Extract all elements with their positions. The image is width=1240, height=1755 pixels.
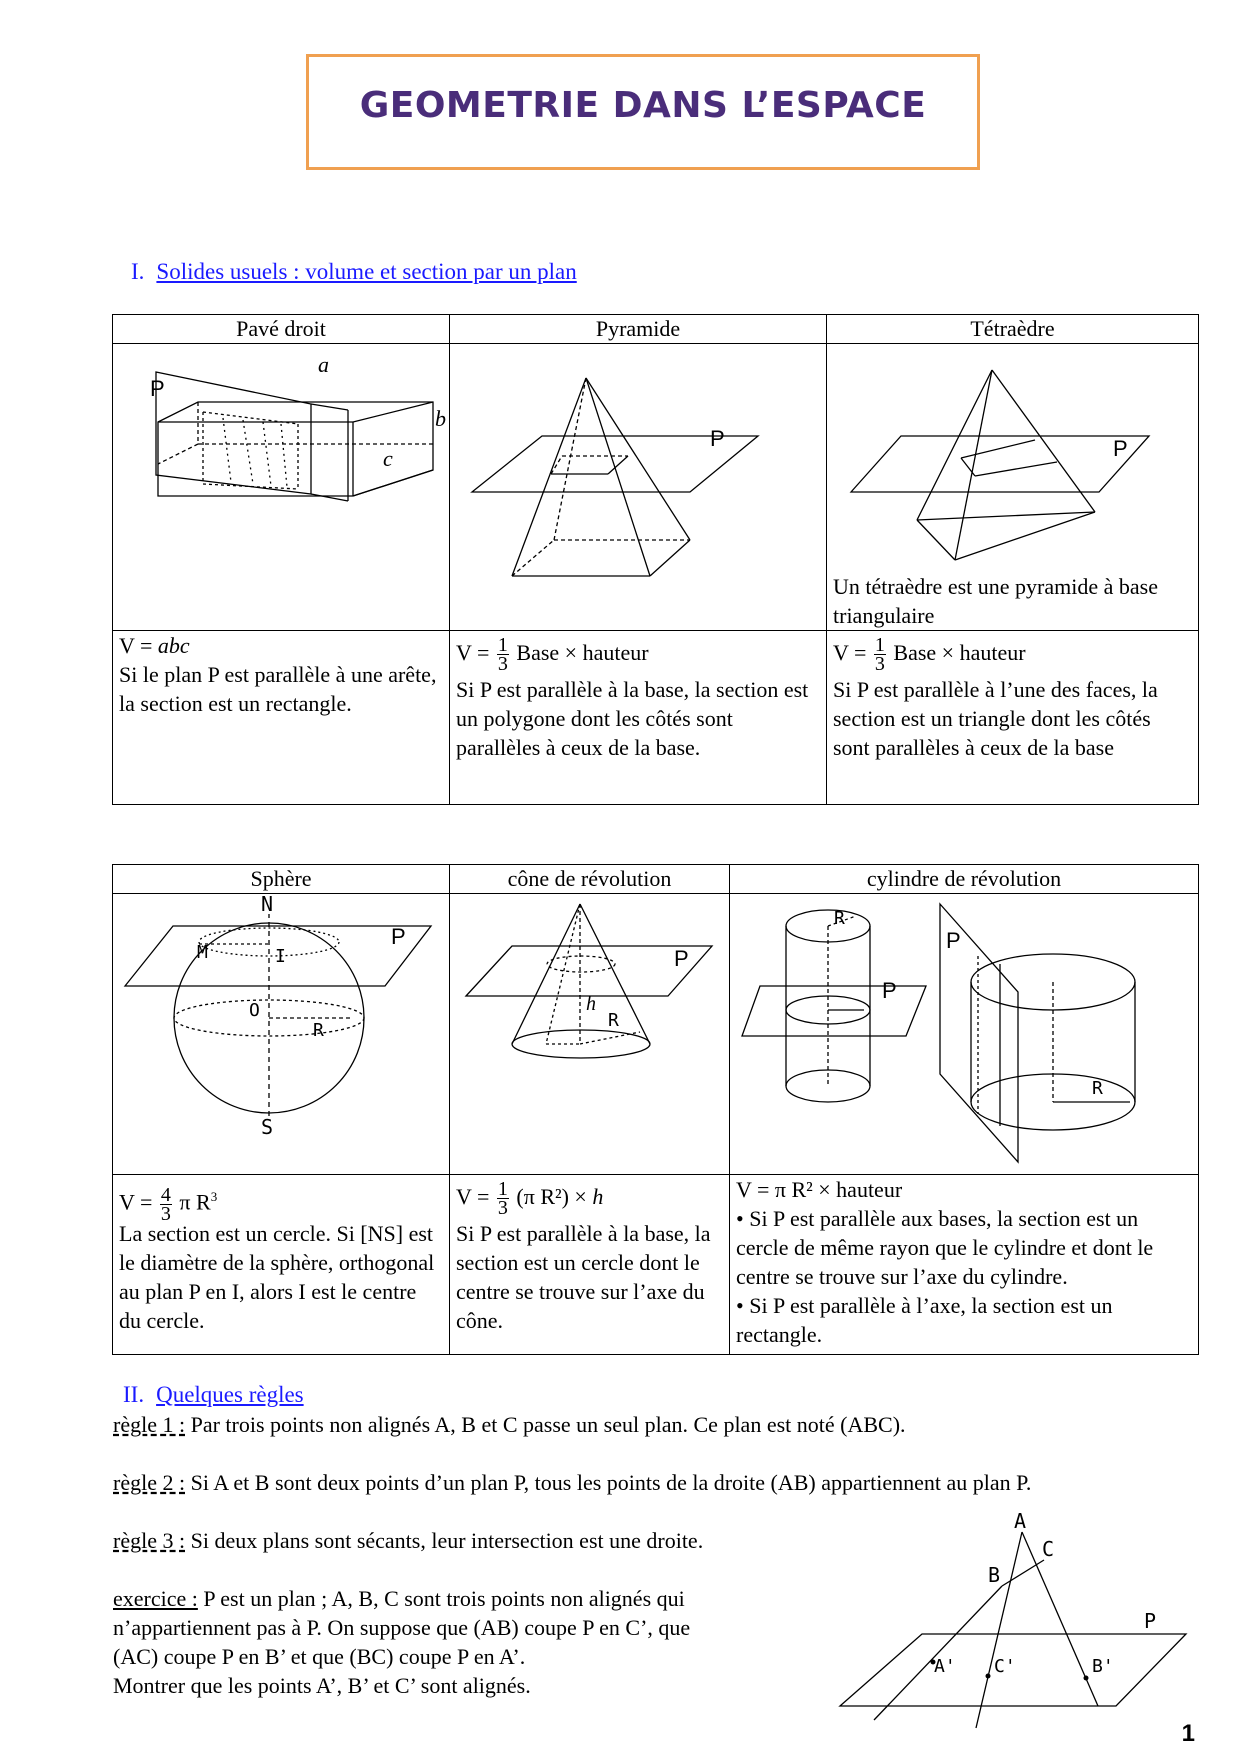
pyramide-text: Si P est parallèle à la base, la section est un polygone dont les côtés sont parallèles à ceux de la base. — [456, 677, 809, 760]
frac-num: 1 — [497, 1178, 508, 1201]
sphere-text: La section est un cercle. Si [NS] est le diamètre de la sphère, orthogonal au plan P en I, alors I est le centre du cercle. — [119, 1221, 435, 1333]
fig-cell-pave — [113, 344, 450, 631]
exercice-line-4: Montrer que les points A’, B’ et C’ sont alignés. — [113, 1673, 531, 1698]
rule-2 — [113, 1468, 1031, 1497]
sphere-volume-prefix: V = — [119, 1189, 158, 1215]
pave-figure — [113, 344, 450, 630]
header-cone: cône de révolution — [450, 865, 730, 894]
cone-volume-rest: (π R²) × — [510, 1184, 593, 1209]
tetra-caption: Un tétraèdre est une pyramide à base triangulaire — [833, 574, 1158, 628]
sphere-figure — [113, 894, 450, 1174]
point-b1 — [1084, 1676, 1089, 1681]
fig-cell-cylindre — [730, 894, 1199, 1175]
exercice-line-3: (AC) coupe P en B’ et que (BC) coupe P en A’. — [113, 1644, 526, 1669]
pyramide-fraction — [497, 634, 509, 676]
section-1-title[interactable]: Solides usuels : volume et section par un plan — [156, 259, 577, 284]
cylindre-figure — [730, 894, 1199, 1174]
sphere-label-r: R — [313, 1020, 324, 1041]
header-sphere: Sphère — [113, 865, 450, 894]
cyl2-label-r: R — [1092, 1078, 1103, 1099]
page-title: GEOMETRIE DANS L’ESPACE — [359, 84, 927, 126]
fig-cell-cone — [450, 894, 730, 1175]
pave-text: Si le plan P est parallèle à une arête, la section est un rectangle. — [119, 662, 437, 716]
rule-3 — [113, 1526, 703, 1555]
frac-num: 1 — [874, 634, 885, 657]
pyramide-figure — [450, 344, 827, 630]
exercice-line-2: n’appartiennent pas à P. On suppose que (AB) coupe P en C’, que — [113, 1615, 691, 1640]
cone-volume-var: h — [592, 1184, 604, 1209]
pyramide-volume-prefix: V = — [456, 640, 495, 665]
pave-label-c: c — [383, 446, 393, 471]
pyramide-label-p: P — [710, 426, 725, 451]
exercice-figure — [836, 1510, 1196, 1735]
solids-table-1 — [112, 314, 1199, 805]
exercice — [113, 1584, 813, 1700]
frac-den: 3 — [160, 1202, 171, 1225]
pave-label-a: a — [318, 352, 329, 377]
cylindre-text-cell — [730, 1175, 1199, 1355]
pave-label-p: P — [150, 376, 165, 401]
header-pyramide: Pyramide — [450, 315, 827, 344]
header-tetraedre: Tétraèdre — [827, 315, 1199, 344]
sphere-fraction — [160, 1183, 172, 1225]
sphere-label-o: O — [249, 1000, 260, 1021]
rule-1-label: règle 1 : — [113, 1412, 186, 1437]
ex-label-b: B — [988, 1563, 1001, 1587]
ex-label-a: A — [1014, 1510, 1027, 1533]
sphere-label-i: I — [275, 946, 286, 967]
cone-text-cell — [450, 1175, 730, 1355]
ex-label-a1: A' — [934, 1656, 956, 1677]
page-number: 1 — [1181, 1720, 1195, 1747]
ex-label-c1: C' — [994, 1656, 1016, 1677]
sphere-label-p: P — [391, 924, 406, 949]
rule-3-text: Si deux plans sont sécants, leur intersection est une droite. — [185, 1528, 704, 1553]
ex-label-p: P — [1144, 1609, 1157, 1633]
sphere-volume-exp: 3 — [210, 1189, 218, 1204]
fig-cell-pyramide — [450, 344, 827, 631]
rule-1-text: Par trois points non alignés A, B et C passe un seul plan. Ce plan est noté (ABC). — [185, 1412, 906, 1437]
sphere-text-cell — [113, 1175, 450, 1355]
rule-2-text: Si A et B sont deux points d’un plan P, tous les points de la droite (AB) appartiennent au plan P. — [185, 1470, 1032, 1495]
frac-den: 3 — [497, 653, 508, 676]
sphere-label-s: S — [261, 1115, 274, 1139]
cone-volume-prefix: V = — [456, 1184, 495, 1209]
exercice-label: exercice : — [113, 1586, 198, 1611]
tetra-volume-prefix: V = — [833, 640, 872, 665]
cone-label-h: h — [586, 993, 596, 1015]
section-1-number: I. — [131, 259, 145, 284]
cone-fraction — [497, 1178, 509, 1220]
frac-num: 1 — [497, 634, 508, 657]
ex-label-b1: B' — [1092, 1656, 1114, 1677]
tetra-fraction — [874, 634, 886, 676]
tetra-label-p: P — [1113, 436, 1128, 461]
frac-den: 3 — [874, 653, 885, 676]
fig-cell-tetraedre — [827, 344, 1199, 631]
cylindre-bullet-2: • Si P est parallèle à l’axe, la section est un rectangle. — [736, 1293, 1113, 1347]
section-2-number: II. — [123, 1382, 145, 1407]
tetra-text-cell — [827, 631, 1199, 805]
cone-figure — [450, 894, 730, 1174]
section-1-heading — [131, 259, 577, 285]
cylindre-volume: V = π R² × hauteur — [736, 1177, 903, 1202]
solids-table-2 — [112, 864, 1199, 1355]
sphere-label-n: N — [261, 894, 274, 916]
cone-label-r: R — [608, 1010, 619, 1031]
header-pave: Pavé droit — [113, 315, 450, 344]
rule-1 — [113, 1410, 906, 1439]
exercice-line-1: P est un plan ; A, B, C sont trois points non alignés qui — [197, 1586, 685, 1611]
rule-3-label: règle 3 : — [113, 1528, 186, 1553]
section-2-title[interactable]: Quelques règles — [156, 1382, 304, 1407]
tetra-volume-rest: Base × hauteur — [887, 640, 1026, 665]
frac-num: 4 — [160, 1183, 171, 1206]
pave-volume-prefix: V = — [119, 633, 158, 658]
point-c1 — [986, 1674, 991, 1679]
cyl1-label-r: R — [834, 908, 845, 929]
fig-cell-sphere — [113, 894, 450, 1175]
sphere-label-m: M — [197, 942, 208, 963]
cone-text: Si P est parallèle à la base, la section est un cercle dont le centre se trouve sur l’axe du cône. — [456, 1221, 711, 1333]
pyramide-volume-rest: Base × hauteur — [510, 640, 649, 665]
title-box — [306, 54, 980, 170]
rule-2-label: règle 2 : — [113, 1470, 186, 1495]
frac-den: 3 — [497, 1197, 508, 1220]
cone-label-p: P — [674, 946, 689, 971]
ex-label-c: C — [1042, 1537, 1055, 1561]
pave-volume-var: abc — [157, 633, 190, 658]
cylindre-bullet-1: • Si P est parallèle aux bases, la section est un cercle de même rayon que le cylindre et dont le centre se trouve sur l’axe du cylindre. — [736, 1206, 1154, 1289]
pave-text-cell — [113, 631, 450, 805]
header-cylindre: cylindre de révolution — [730, 865, 1199, 894]
pyramide-text-cell — [450, 631, 827, 805]
cyl2-label-p: P — [946, 928, 961, 953]
sphere-volume-rest: π R — [173, 1189, 211, 1215]
cyl1-label-p: P — [882, 978, 897, 1003]
tetra-text: Si P est parallèle à l’une des faces, la section est un triangle dont les côtés sont parallèles à ceux de la base — [833, 677, 1158, 760]
pave-label-b: b — [435, 406, 446, 431]
section-2-heading — [123, 1382, 304, 1408]
